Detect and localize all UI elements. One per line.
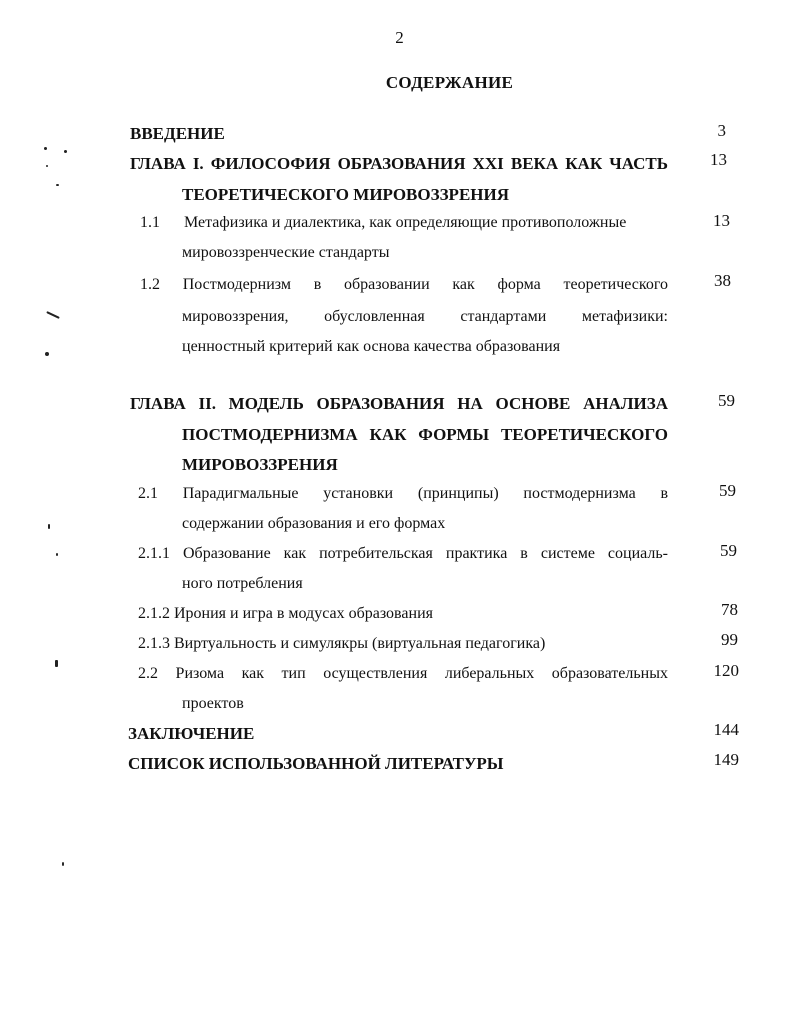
toc-chapter2-line2: ПОСТМОДЕРНИЗМА КАК ФОРМЫ ТЕОРЕТИЧЕСКОГО (182, 425, 668, 444)
toc-chapter2-page: 59 (718, 391, 735, 410)
toc-conclusion-page: 144 (713, 720, 739, 739)
toc-bibliography-page: 149 (713, 750, 739, 769)
toc-section-2-1-1-line1: 2.1.1 Образование как потребительская практика в системе социаль- (138, 545, 668, 562)
page-number: 2 (395, 28, 404, 47)
toc-bibliography-label: СПИСОК ИСПОЛЬЗОВАННОЙ ЛИТЕРАТУРЫ (128, 754, 504, 773)
toc-section-2-1-2-page: 78 (721, 600, 738, 619)
toc-intro-label: ВВЕДЕНИЕ (130, 124, 225, 143)
toc-section-1-2-line2: мировоззрения, обусловленная стандартами метафизики: (182, 308, 668, 325)
scan-artifact (45, 352, 49, 356)
toc-section-2-1-page: 59 (719, 481, 736, 500)
toc-section-1-2-page: 38 (714, 271, 731, 290)
toc-section-1-1-line2: мировоззренческие стандарты (182, 244, 390, 261)
toc-chapter1-page: 13 (710, 150, 727, 169)
scan-artifact (62, 862, 64, 866)
toc-section-2-2-line2: проектов (182, 695, 244, 712)
toc-section-1-2-line1: 1.2 Постмодернизм в образовании как форма теоретического (140, 276, 668, 293)
toc-section-1-2-line3: ценностный критерий как основа качества образования (182, 338, 561, 355)
scan-artifact (56, 184, 59, 186)
document-title: СОДЕРЖАНИЕ (385, 73, 514, 92)
scan-artifact (46, 165, 48, 167)
toc-section-2-1-1-page: 59 (720, 541, 737, 560)
toc-section-2-1-3-line1: 2.1.3 Виртуальность и симулякры (виртуальная педагогика) (138, 635, 546, 652)
toc-chapter1-line1: ГЛАВА I. ФИЛОСОФИЯ ОБРАЗОВАНИЯ XXI ВЕКА КАК ЧАСТЬ (130, 154, 668, 173)
toc-section-2-1-line1: 2.1 Парадигмальные установки (принципы) постмодернизма в (138, 485, 668, 502)
toc-section-2-2-line1: 2.2 Ризома как тип осуществления либеральных образовательных (138, 665, 668, 682)
toc-section-2-2-page: 120 (713, 661, 739, 680)
scan-artifact (44, 147, 47, 150)
toc-chapter2-line3: МИРОВОЗЗРЕНИЯ (182, 455, 338, 474)
toc-intro-page: 3 (717, 121, 726, 140)
toc-chapter2-line1: ГЛАВА II. МОДЕЛЬ ОБРАЗОВАНИЯ НА ОСНОВЕ АНАЛИЗА (130, 394, 668, 413)
scan-artifact (64, 150, 67, 153)
toc-section-1-1-line1: Метафизика и диалектика, как определяющие противоположные (184, 214, 627, 231)
toc-section-2-1-1-line2: ного потребления (182, 575, 303, 592)
scan-artifact (46, 311, 60, 319)
toc-section-2-1-line2: содержании образования и его формах (182, 515, 446, 532)
scan-artifact (55, 660, 58, 667)
toc-section-2-1-3-page: 99 (721, 630, 738, 649)
scan-artifact (48, 524, 50, 529)
toc-section-1-1-number: 1.1 (140, 214, 160, 231)
scan-artifact (56, 553, 58, 556)
toc-conclusion-label: ЗАКЛЮЧЕНИЕ (128, 724, 255, 743)
toc-section-2-1-2-line1: 2.1.2 Ирония и игра в модусах образования (138, 605, 433, 622)
toc-chapter1-line2: ТЕОРЕТИЧЕСКОГО МИРОВОЗЗРЕНИЯ (182, 185, 510, 204)
toc-section-1-1-page: 13 (713, 211, 730, 230)
